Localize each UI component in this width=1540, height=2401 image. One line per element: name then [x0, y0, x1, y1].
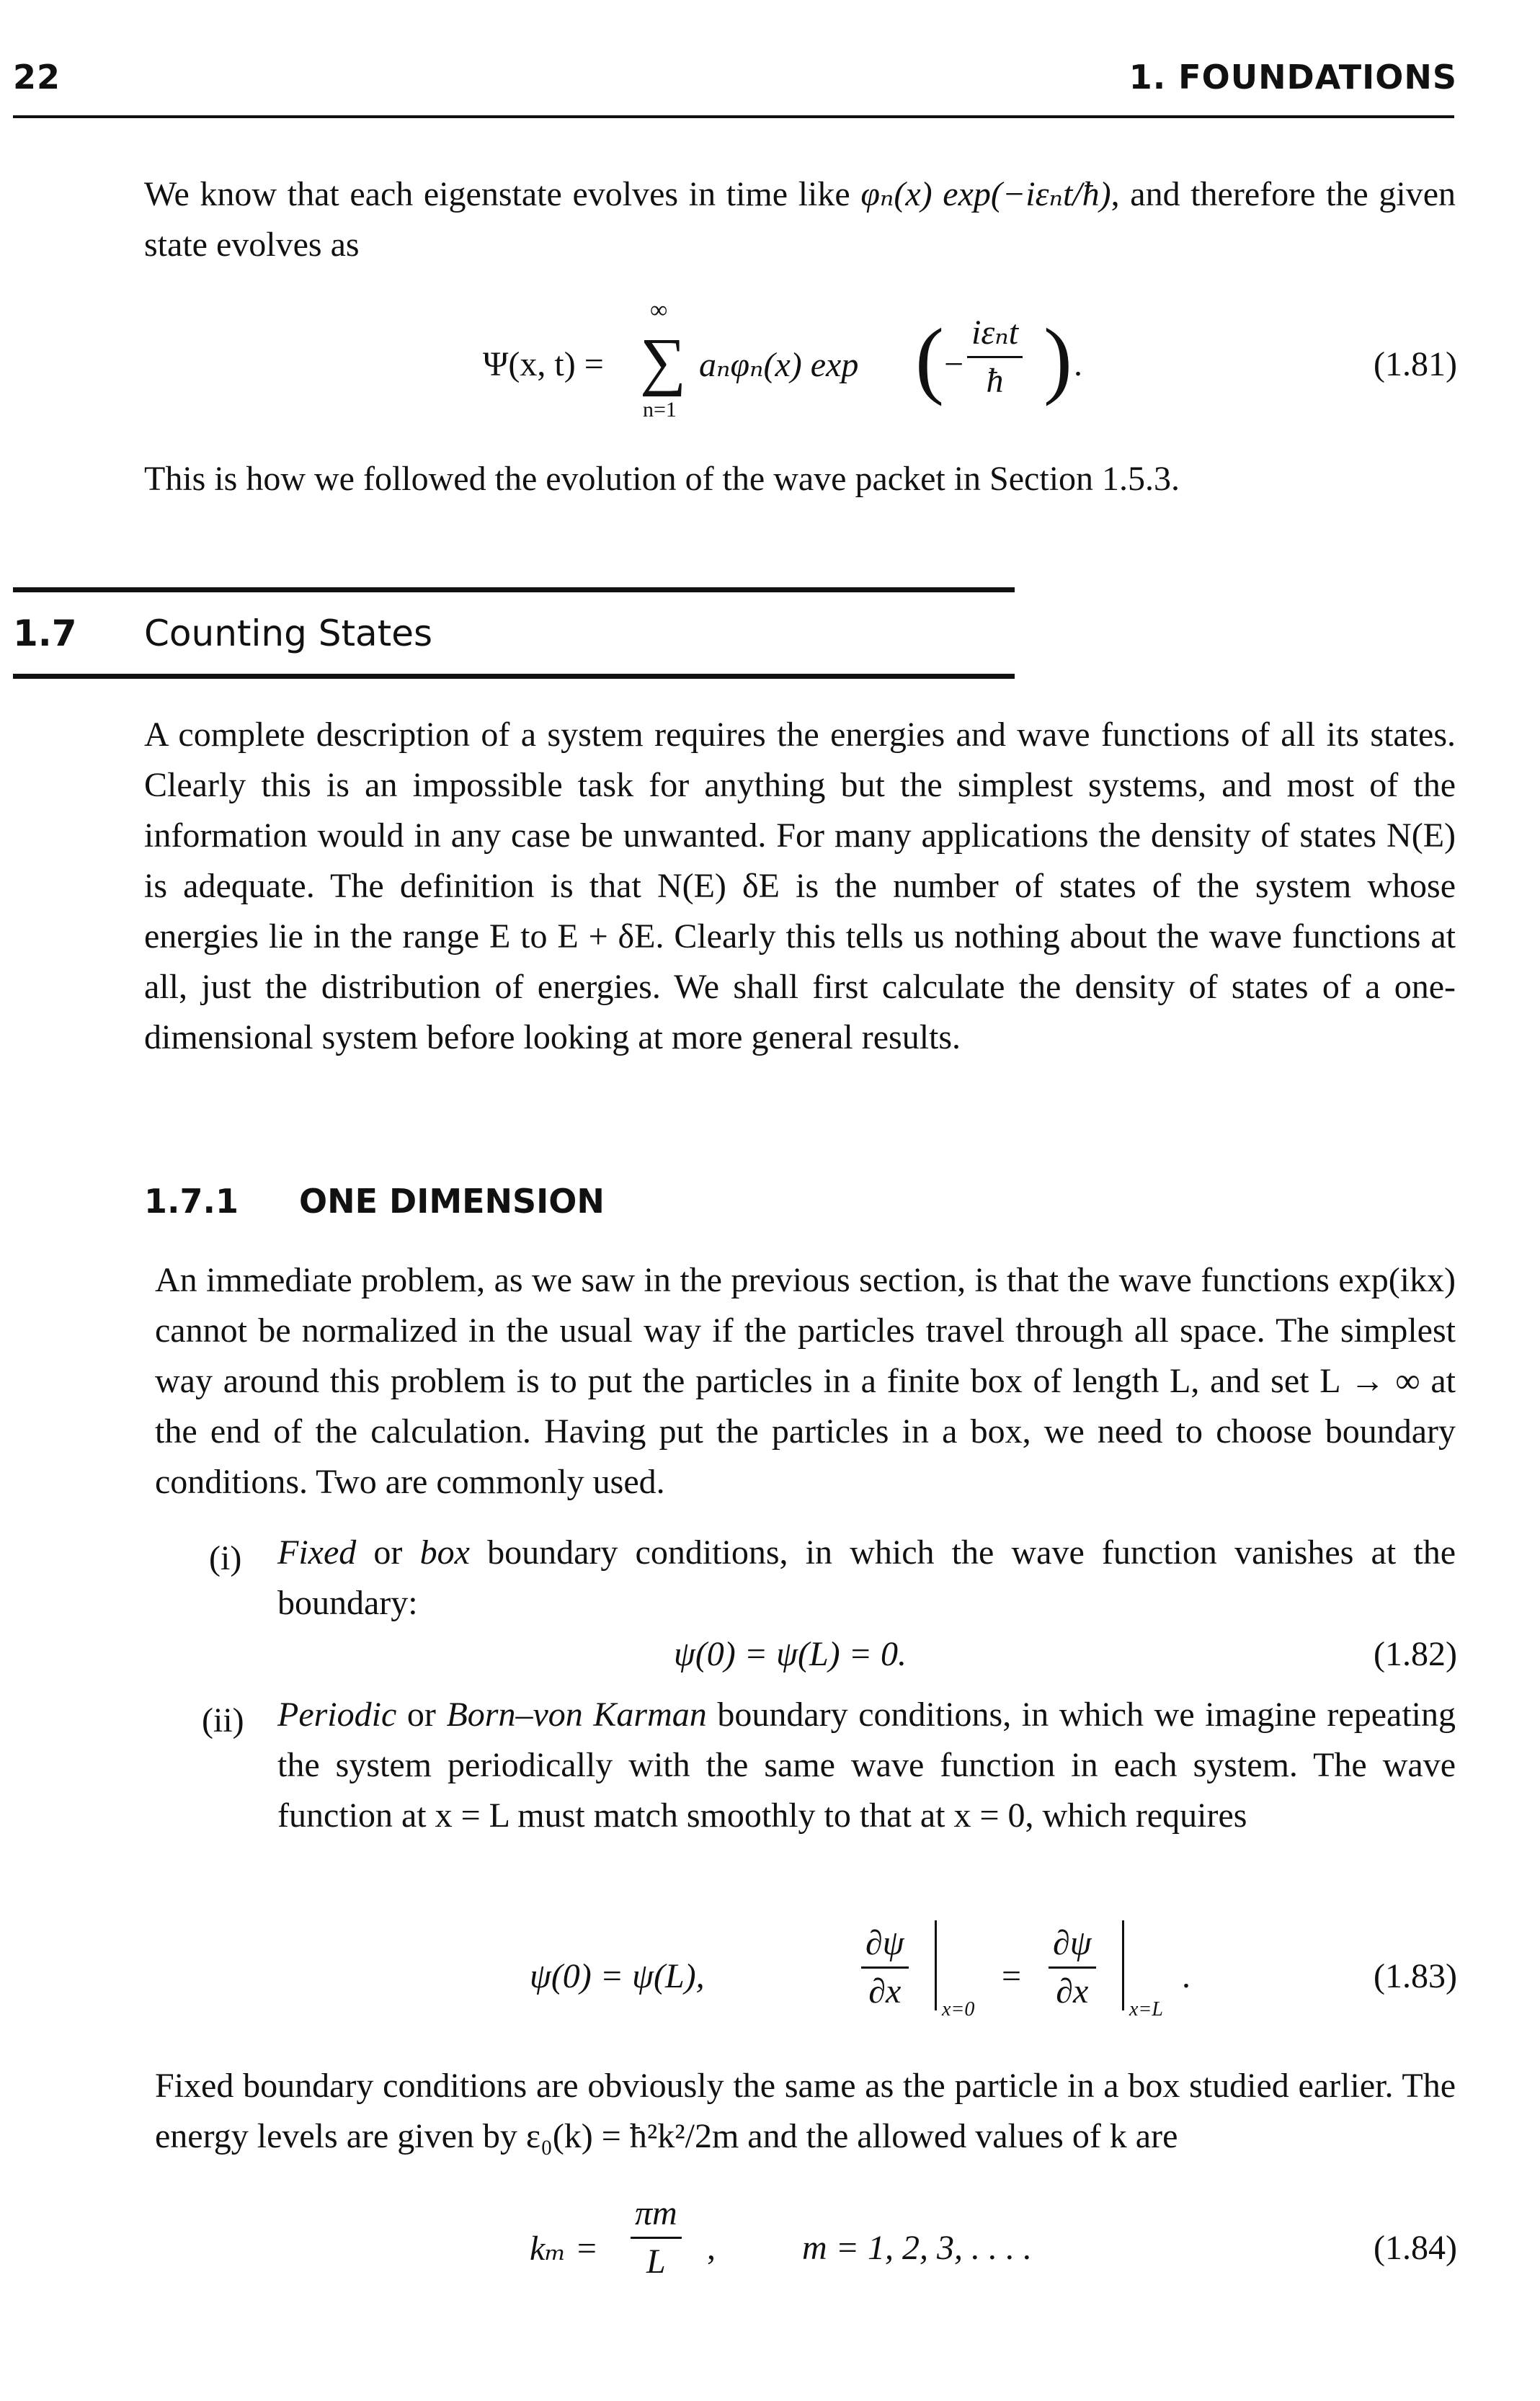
subsection-paragraph: An immediate problem, as we saw in the previous section, is that the wave functions exp(ikx) cannot be normalized in the usual way if the particles travel through all space. The simplest way around this problem is to put the particles in a finite box of length L, and set L → ∞ at the end of the calculation. Having put the particles in a box, we need to choose boundary conditions. Two are commonly used. [155, 1261, 1456, 1501]
item-ii-body: boundary conditions, in which we imagine repeating the system periodically with the same wave function in each system. The wave function at x = L must match smoothly to that at x = 0, which requires [277, 1696, 1456, 1835]
equation-1-82 [674, 1634, 907, 1674]
eq184-frac-num: πm [631, 2191, 682, 2239]
eq181-frac-num: iεₙt [967, 310, 1023, 358]
eq181-sum-bottom: n=1 [643, 398, 677, 422]
item-ii-emph-born-von-karman: Born–von Karman [446, 1696, 707, 1734]
eq181-body: aₙφₙ(x) exp [699, 346, 859, 384]
item-ii-label: (ii) [202, 1701, 244, 1740]
eq183-sub-right: x=L [1129, 1998, 1163, 2021]
equation-number-1-84: (1.84) [1374, 2229, 1457, 2267]
subsection-number: 1.7.1 [144, 1182, 239, 1221]
intro-paragraph [144, 169, 1456, 270]
intro-paragraph-2: This is how we followed the evolution of the wave packet in Section 1.5.3. [144, 460, 1180, 498]
item-i-emph-fixed: Fixed [277, 1533, 357, 1572]
intro-text-a: We know that each eigenstate evolves in time like [144, 175, 861, 213]
eq183-sub-left: x=0 [942, 1998, 975, 2021]
eq183-lhs: ψ(0) = ψ(L), [530, 1957, 705, 1995]
section-paragraph: A complete description of a system requires the energies and wave functions of all its states. Clearly this is an impossible task for anything but the simplest systems, and most of the information would in any case be unwanted. For many applications the density of states N(E) is adequate. The definition is that N(E) δE is the number of states of the system whose energies lie in the range E to E + δE. Clearly this tells us nothing about the wave functions at all, just the distribution of energies. We shall first calculate the density of states of a one-dimensional system before looking at more general results. [144, 716, 1456, 1056]
eq181-lhs: Ψ(x, t) = [483, 345, 604, 383]
item-ii-emph-periodic: Periodic [277, 1696, 397, 1734]
section-number: 1.7 [13, 612, 77, 654]
eq181-sum-top: ∞ [650, 297, 668, 324]
chapter-title: 1. FOUNDATIONS [1129, 58, 1457, 97]
eq182-body: ψ(0) = ψ(L) = 0. [674, 1635, 907, 1673]
section-title: Counting States [144, 612, 433, 654]
eq184-rest: m = 1, 2, 3, . . . . [802, 2229, 1033, 2267]
item-ii-text [277, 1690, 1456, 1841]
eq183-deriv-left-num: ∂ψ [861, 1920, 909, 1969]
equation-number-1-81: (1.81) [1374, 345, 1457, 383]
section-rule-bottom [13, 674, 1015, 679]
item-ii-or: or [396, 1696, 447, 1734]
item-i-label: (i) [209, 1539, 242, 1577]
item-i-or: or [356, 1533, 420, 1572]
page-number: 22 [13, 58, 61, 97]
subsection-title: ONE DIMENSION [299, 1182, 605, 1221]
item-i-body: boundary conditions, in which the wave function vanishes at the boundary: [277, 1533, 1456, 1622]
eq183-deriv-left-den: ∂x [868, 1972, 902, 2010]
intro-text-b: , and therefore the given state evolves as [144, 175, 1456, 264]
item-i-emph-box: box [419, 1533, 470, 1572]
eq184-frac-den: L [646, 2242, 666, 2281]
eq181-sum-symbol: ∑ [640, 326, 687, 397]
equation-number-1-83: (1.83) [1374, 1957, 1457, 1995]
eq183-deriv-right-num: ∂ψ [1049, 1920, 1096, 1969]
section-rule-top [13, 587, 1015, 592]
closing-paragraph: Fixed boundary conditions are obviously the same as the particle in a box studied earlier. The energy levels are given by ε₀(k) = ħ²k²/2m and the allowed values of k are [155, 2067, 1456, 2155]
equation-number-1-82: (1.82) [1374, 1635, 1457, 1673]
header-rule [13, 115, 1454, 118]
eq183-equals: = [1002, 1957, 1022, 1995]
eq184-lhs: kₘ = [530, 2230, 599, 2268]
intro-math: φₙ(x) exp(−iεₙt/ħ) [860, 175, 1111, 213]
item-i-text [277, 1528, 1456, 1629]
eq183-deriv-right-den: ∂x [1056, 1972, 1089, 2010]
eq181-frac-den: ħ [986, 362, 1004, 400]
